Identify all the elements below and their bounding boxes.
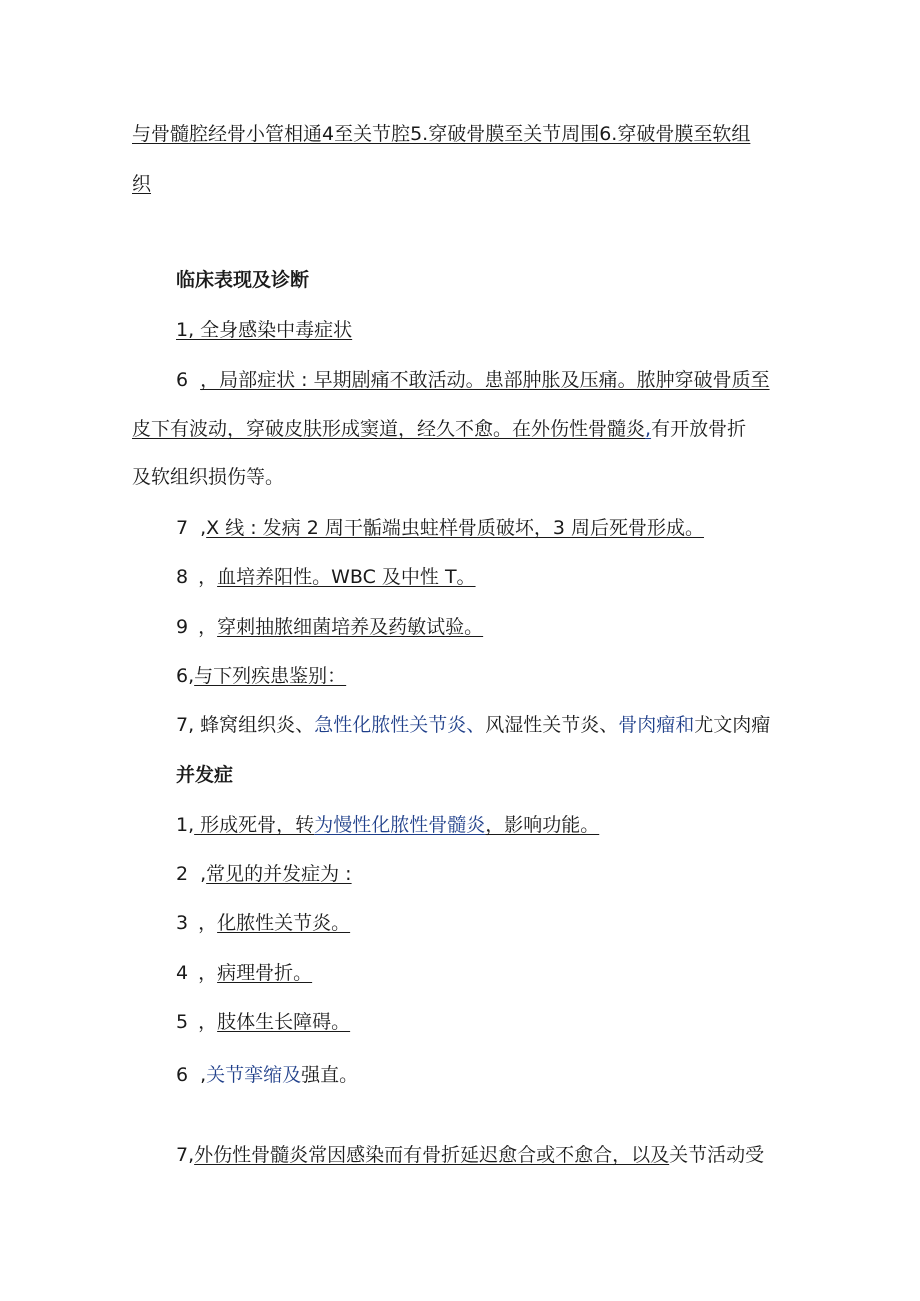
item-number: 7: [176, 517, 189, 539]
item-xray: [176, 515, 704, 541]
item-text: 常见的并发症为 :: [206, 863, 352, 885]
intro-line-1: 与骨髓腔经骨小管相通4至关节腔5.穿破骨膜至关节周围6.穿破骨膜至软组: [132, 123, 751, 145]
item-differential-list: [176, 712, 770, 738]
item-number: 1,: [176, 814, 195, 836]
item-comma: ，: [198, 962, 218, 984]
item-text: 病理骨折。: [217, 962, 313, 984]
item-sequestrum: [176, 812, 599, 838]
item-number: 2: [176, 863, 189, 885]
item-link-text: 急性化脓性关节炎、: [314, 714, 486, 736]
item-text: 强直。: [301, 1064, 359, 1086]
item-common-complications: [176, 861, 352, 887]
item-number: 9: [176, 616, 189, 638]
item-text: X 线 : 发病 2 周干骺端虫蛀样骨质破坏，3 周后死骨形成。: [206, 517, 704, 539]
item-number: 5: [176, 1011, 189, 1033]
item-text: ，局部症状 : 早期剧痛不敢活动。患部肿胀及压痛。脓肿穿破骨质至: [200, 369, 770, 391]
item-comma: ，: [198, 616, 218, 638]
item-number: 6: [176, 369, 189, 391]
intro-line-2: 织: [132, 173, 152, 195]
item-comma: ，: [198, 1011, 218, 1033]
item-comma: ,: [200, 517, 207, 539]
item-local-symptoms-line-1: [176, 367, 770, 393]
item-text: 化脓性关节炎。: [217, 912, 351, 934]
item-text: 风湿性关节炎、: [485, 714, 619, 736]
item-link-text: 骨肉瘤和: [618, 714, 695, 736]
item-text: 外伤性骨髓炎常因感染而有骨折延迟愈合或不愈合，以及: [194, 1144, 670, 1166]
item-growth-disorder: [176, 1009, 350, 1035]
item-number: 3: [176, 912, 189, 934]
item-link-text: 关节挛缩及: [206, 1064, 302, 1086]
item-link-text: 为慢性化脓性骨髓炎: [314, 814, 486, 836]
item-comma: ，: [198, 912, 218, 934]
item-text: 肢体生长障碍。: [217, 1011, 351, 1033]
item-blood-culture: [176, 564, 476, 590]
heading-clinical: 临床表现及诊断: [176, 269, 310, 291]
item-joint-contracture: [176, 1062, 358, 1088]
item-comma: ,: [200, 863, 207, 885]
item-comma: ，: [198, 566, 218, 588]
item-differential: [176, 663, 346, 689]
item-text: 形成死骨，转: [194, 814, 315, 836]
item-text: ，影响功能。: [485, 814, 600, 836]
item-suppurative-arthritis: [176, 910, 350, 936]
item-pathologic-fracture: [176, 960, 312, 986]
item-text: 关节活动受: [669, 1144, 765, 1166]
heading-complication: 并发症: [176, 764, 234, 786]
item-local-symptoms-line-2: [132, 416, 746, 442]
item-number: 8: [176, 566, 189, 588]
item-text: 尤文肉瘤: [694, 714, 771, 736]
item-text: 与下列疾患鉴别：: [194, 665, 347, 687]
item-local-symptoms-line-3: 及软组织损伤等。: [132, 466, 285, 488]
item-number: 6: [176, 1064, 189, 1086]
item-number: 6,: [176, 665, 195, 687]
item-text: 皮下有波动，穿破皮肤形成窦道，经久不愈。在外伤性骨髓炎: [132, 418, 646, 440]
item-text: 蜂窝组织炎、: [194, 714, 315, 736]
item-comma: ,: [200, 1064, 207, 1086]
item-traumatic-osteomyelitis: [176, 1142, 764, 1168]
item-text: 血培养阳性。WBC 及中性 T。: [217, 566, 476, 588]
item-systemic-symptoms: 1, 全身感染中毒症状: [176, 319, 353, 341]
item-number: 4: [176, 962, 189, 984]
item-text: 穿刺抽脓细菌培养及药敏试验。: [217, 616, 484, 638]
item-number: 7,: [176, 1144, 195, 1166]
item-text: ,: [645, 418, 652, 440]
item-text: 有开放骨折: [651, 418, 747, 440]
item-number: 7,: [176, 714, 195, 736]
item-puncture: [176, 614, 483, 640]
